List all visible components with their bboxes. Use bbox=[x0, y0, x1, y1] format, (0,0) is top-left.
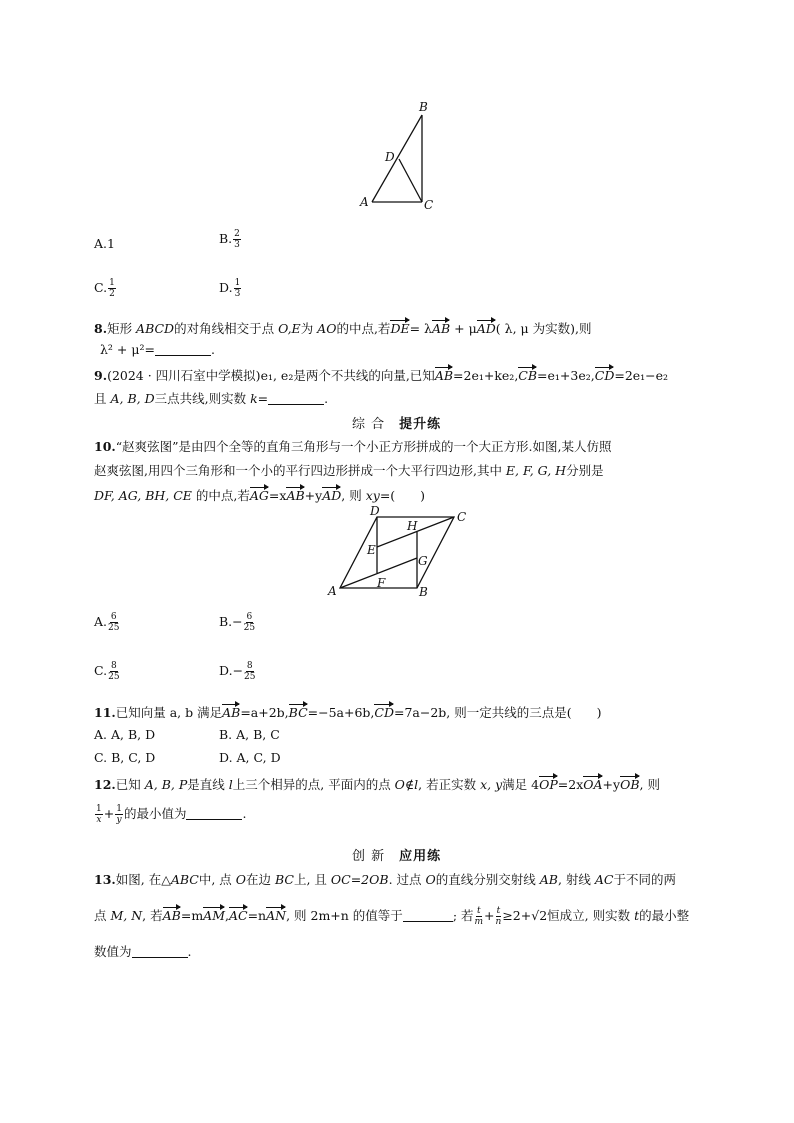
vector-ab: AB bbox=[222, 705, 241, 720]
q7-option-d[interactable]: D. $\frac{1}{3}$ bbox=[219, 278, 241, 299]
q7-option-b[interactable]: B. $\frac{2}{3}$ bbox=[219, 229, 240, 250]
q11-option-d[interactable]: D. A, C, D bbox=[219, 750, 281, 765]
vector-cd: CD bbox=[374, 705, 394, 720]
q11-option-b[interactable]: B. A, B, C bbox=[219, 727, 280, 742]
q11-option-a[interactable]: A. A, B, D bbox=[94, 727, 156, 742]
fig-label-G: G bbox=[418, 554, 428, 568]
q7-option-a[interactable]: A.1 bbox=[94, 236, 115, 251]
vector-cd: CD bbox=[594, 368, 615, 383]
q9-answer-blank[interactable] bbox=[268, 392, 324, 405]
q10-option-c[interactable]: C. $\frac{8}{25}$ bbox=[94, 661, 120, 682]
vector-ab: AB bbox=[434, 368, 454, 383]
vector-am: AM bbox=[203, 908, 225, 923]
q13-line1: 13.如图, 在△ABC中, 点 O在边 BC上, 且 OC=2OB. 过点 O的直线分别交射线 AB, 射线 AC于不同的两 bbox=[94, 872, 676, 887]
fig-label-F: F bbox=[377, 576, 386, 590]
q12-answer-blank[interactable] bbox=[186, 807, 242, 820]
vector-de: DE bbox=[390, 321, 410, 336]
fig-label-B: B bbox=[419, 585, 428, 599]
vector-cb: CB bbox=[518, 368, 538, 383]
q7-triangle-figure bbox=[355, 98, 445, 213]
q12-number: 12. bbox=[94, 777, 116, 792]
vector-ac: AC bbox=[228, 908, 248, 923]
q10-number: 10. bbox=[94, 439, 116, 454]
q13-line3: 数值为 . bbox=[94, 944, 192, 959]
q9-number: 9. bbox=[94, 368, 108, 383]
q11-option-c[interactable]: C. B, C, D bbox=[94, 750, 156, 765]
fig-label-B: B bbox=[419, 100, 428, 114]
fig-label-C: C bbox=[457, 510, 467, 524]
fig-label-A: A bbox=[328, 584, 337, 598]
q8-answer-blank[interactable] bbox=[155, 343, 211, 356]
vector-ag: AG bbox=[249, 488, 269, 503]
q12-line2: $\frac{1}{x}$ + $\frac{1}{y}$ 的最小值为 . bbox=[96, 804, 247, 825]
q10-option-b[interactable]: B.− $\frac{6}{25}$ bbox=[219, 612, 256, 633]
q13-number: 13. bbox=[94, 872, 116, 887]
fig-label-D: D bbox=[370, 505, 380, 518]
fig-label-D: D bbox=[385, 150, 395, 164]
q9-source: (2024 · 四川石室中学模拟) bbox=[107, 368, 261, 383]
q8-line2: λ² + μ²= . bbox=[100, 342, 215, 357]
q10-line2: 赵爽弦图,用四个三角形和一个小的平行四边形拼成一个大平行四边形,其中 E, F, G, H分别是 bbox=[94, 463, 604, 478]
vector-ab: AB bbox=[431, 321, 451, 336]
section-header-innovation: 创 新 应用练 bbox=[352, 849, 442, 864]
q11-stem: 11.已知向量 a, b 满足AB=a+2b,BC=−5a+6b,CD=7a−2b, 则一定共线的三点是( ) bbox=[94, 705, 602, 720]
q9-line2: 且 A, B, D三点共线,则实数 k= . bbox=[94, 391, 329, 406]
vector-op: OP bbox=[539, 777, 558, 792]
q10-parallelogram-figure bbox=[322, 505, 472, 600]
vector-oa: OA bbox=[583, 777, 603, 792]
fig-label-H: H bbox=[407, 519, 418, 533]
vector-an: AN bbox=[266, 908, 287, 923]
q10-option-a[interactable]: A. $\frac{6}{25}$ bbox=[94, 612, 120, 633]
q10-option-d[interactable]: D.− $\frac{8}{25}$ bbox=[219, 661, 256, 682]
q10-line3: DF, AG, BH, CE 的中点,若AG=xAB+yAD, 则 xy=( ) bbox=[94, 488, 426, 503]
section-header-comprehensive: 综 合 提升练 bbox=[352, 417, 442, 432]
fig-label-C: C bbox=[424, 198, 434, 212]
vector-ab: AB bbox=[162, 908, 181, 923]
q13-line2: 点 M, N, 若AB=mAM,AC=nAN, 则 2m+n 的值等于 ; 若 $\frac{t}{m}$ + $\frac{t}{n}$ ≥2+√2恒成立, 则实数 t的最小整 bbox=[94, 906, 690, 927]
vector-ad: AD bbox=[322, 488, 342, 503]
q9-line1: 9.(2024 · 四川石室中学模拟)e₁, e₂是两个不共线的向量,已知AB=2e₁+ke₂,CB=e₁+3e₂,CD=2e₁−e₂ bbox=[94, 368, 669, 383]
vector-ob: OB bbox=[620, 777, 640, 792]
q8-number: 8. bbox=[94, 321, 108, 336]
q12-line1: 12.已知 A, B, P是直线 l上三个相异的点, 平面内的点 O∉l, 若正实数 x, y满足 4OP=2xOA+yOB, 则 bbox=[94, 777, 660, 792]
q13-answer-blank-2[interactable] bbox=[132, 945, 188, 958]
q7-option-c[interactable]: C. $\frac{1}{2}$ bbox=[94, 278, 115, 299]
q8-line1: 8.矩形 ABCD的对角线相交于点 O,E为 AO的中点,若DE= λAB + μAD( λ, μ 为实数),则 bbox=[94, 321, 592, 336]
fig-label-A: A bbox=[360, 195, 369, 209]
vector-bc: BC bbox=[288, 705, 308, 720]
fig-label-E: E bbox=[367, 543, 376, 557]
vector-ad: AD bbox=[476, 321, 496, 336]
q13-answer-blank-1[interactable] bbox=[403, 909, 453, 922]
q10-line1: 10.“赵爽弦图”是由四个全等的直角三角形与一个小正方形拼成的一个大正方形.如图,某人仿照 bbox=[94, 439, 612, 454]
vector-ab: AB bbox=[286, 488, 305, 503]
q11-number: 11. bbox=[94, 705, 116, 720]
